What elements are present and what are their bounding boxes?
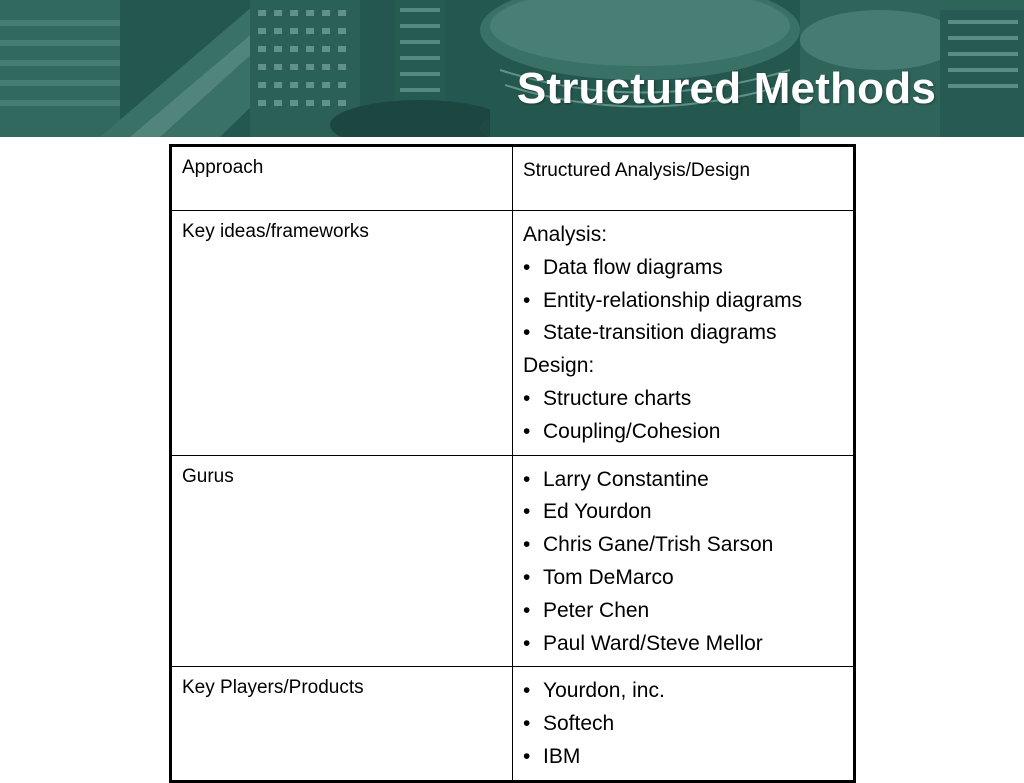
bullet-glyph: • — [523, 679, 531, 703]
table-row — [171, 667, 855, 781]
row-label-cell — [171, 211, 513, 456]
bullet-glyph: • — [523, 712, 531, 736]
row-value-cell — [513, 455, 855, 667]
bullet-item — [523, 628, 843, 661]
value-line-text: Coupling/Cohesion — [543, 419, 721, 443]
bullet-glyph: • — [523, 565, 531, 589]
methods-table — [169, 144, 856, 783]
value-line-text: Structure charts — [543, 386, 692, 410]
bullet-item — [523, 562, 843, 595]
row-value-cell — [513, 667, 855, 781]
bullet-glyph: • — [523, 255, 531, 279]
value-line-text: Ed Yourdon — [543, 500, 652, 524]
bullet-glyph: • — [523, 386, 531, 410]
header-banner — [0, 0, 1024, 137]
bullet-item — [523, 464, 843, 497]
bullet-glyph: • — [523, 598, 531, 622]
value-line-text: IBM — [543, 744, 581, 768]
bullet-glyph: • — [523, 744, 531, 768]
value-line-text: State-transition diagrams — [543, 321, 777, 345]
bullet-glyph: • — [523, 419, 531, 443]
slide-title: Structured Methods — [516, 64, 936, 113]
value-line-text: Data flow diagrams — [543, 255, 723, 279]
value-line-text: Design: — [523, 354, 595, 378]
bullet-glyph: • — [523, 467, 531, 491]
value-line-text: Chris Gane/Trish Sarson — [543, 533, 774, 557]
bullet-item — [523, 741, 843, 774]
row-label: Approach — [182, 157, 264, 178]
table-row — [171, 455, 855, 667]
bullet-item — [523, 708, 843, 741]
value-line-text: Softech — [543, 712, 615, 736]
value-line-text: Analysis: — [523, 223, 608, 246]
value-line-text: Structured Analysis/Design — [523, 160, 751, 181]
bullet-glyph: • — [523, 533, 531, 557]
bullet-glyph: • — [523, 288, 531, 312]
value-line-text: Tom DeMarco — [543, 565, 674, 589]
row-label-cell — [171, 667, 513, 781]
row-label: Key Players/Products — [182, 677, 364, 699]
value-text — [523, 155, 843, 188]
bullet-item — [523, 595, 843, 628]
bullet-item — [523, 529, 843, 562]
row-value-cell — [513, 146, 855, 211]
row-label: Gurus — [182, 465, 234, 487]
bullet-item — [523, 675, 843, 708]
value-line-text: Larry Constantine — [543, 467, 709, 491]
bullet-item — [523, 285, 843, 318]
table-row — [171, 146, 855, 211]
bullet-glyph: • — [523, 500, 531, 524]
value-line-text: Entity-relationship diagrams — [543, 288, 803, 312]
bullet-item — [523, 416, 843, 449]
bullet-item — [523, 317, 843, 350]
value-line-text: Peter Chen — [543, 598, 650, 622]
row-label-cell — [171, 146, 513, 211]
table-row — [171, 211, 855, 456]
bullet-item — [523, 496, 843, 529]
value-line-text: Paul Ward/Steve Mellor — [543, 631, 763, 655]
bullet-item — [523, 252, 843, 285]
row-label: Key ideas/frameworks — [182, 221, 369, 242]
row-value-cell — [513, 211, 855, 456]
bullet-glyph: • — [523, 631, 531, 655]
value-line-text: Yourdon, inc. — [543, 679, 665, 703]
bullet-glyph: • — [523, 321, 531, 345]
value-text — [523, 219, 843, 252]
value-text — [523, 350, 843, 383]
row-label-cell — [171, 455, 513, 667]
bullet-item — [523, 383, 843, 416]
